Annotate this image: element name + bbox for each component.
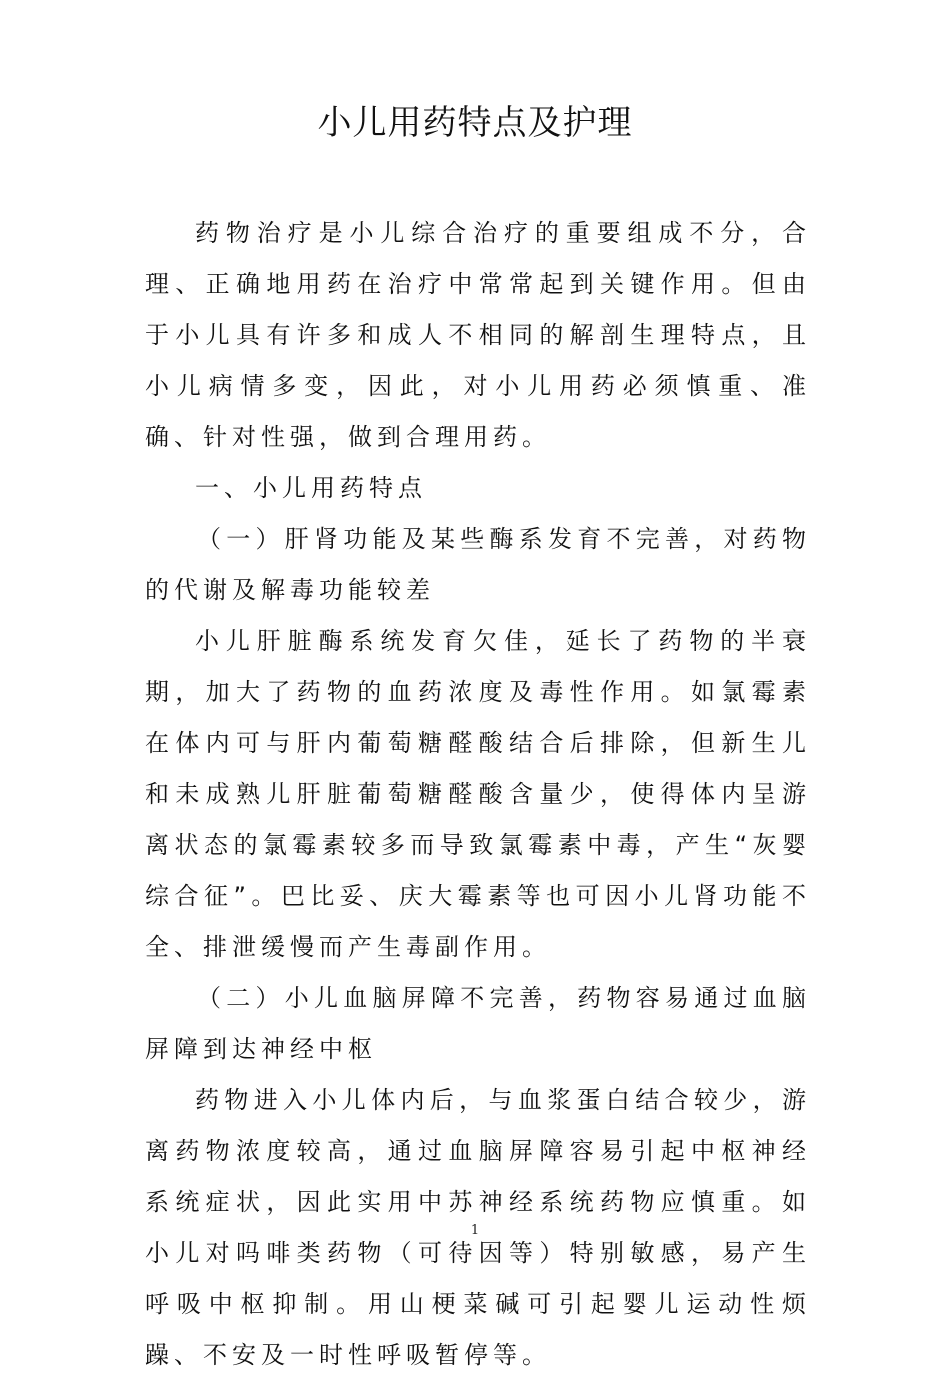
page-number: 1 bbox=[470, 1223, 480, 1238]
section-heading-drug-characteristics: 一、小儿用药特点 bbox=[195, 474, 427, 502]
subsection-heading-liver-kidney: （一）肝肾功能及某些酶系发育不完善，对药物的代谢及解毒功能较差 bbox=[145, 525, 811, 604]
document-title: 小儿用药特点及护理 bbox=[317, 103, 633, 143]
subsection-body-blood-brain-barrier: 药物进入小儿体内后，与血浆蛋白结合较少，游离药物浓度较高，通过血脑屏障容易引起中枢神经系统症状，因此实用中苏神经系统药物应慎重。如小儿对吗啡类药物（可待因等）特别敏感，易产生呼吸中枢抑制。用山梗菜碱可引起婴儿运动性烦躁、不安及一时性呼吸暂停等。 bbox=[145, 1086, 811, 1369]
subsection-heading-blood-brain-barrier: （二）小儿血脑屏障不完善，药物容易通过血脑屏障到达神经中枢 bbox=[145, 984, 811, 1063]
intro-paragraph: 药物治疗是小儿综合治疗的重要组成不分，合理、正确地用药在治疗中常常起到关键作用。但由于小儿具有许多和成人不相同的解剖生理特点，且小儿病情多变，因此，对小儿用药必须慎重、准确、针对性强，做到合理用药。 bbox=[145, 219, 811, 451]
subsection-body-liver-kidney: 小儿肝脏酶系统发育欠佳，延长了药物的半衰期，加大了药物的血药浓度及毒性作用。如氯霉素在体内可与肝内葡萄糖醛酸结合后排除，但新生儿和未成熟儿肝脏葡萄糖醛酸含量少，使得体内呈游离状态的氯霉素较多而导致氯霉素中毒，产生“灰婴综合征”。巴比妥、庆大霉素等也可因小儿肾功能不全、排泄缓慢而产生毒副作用。 bbox=[145, 627, 811, 961]
document-body bbox=[145, 208, 811, 1381]
